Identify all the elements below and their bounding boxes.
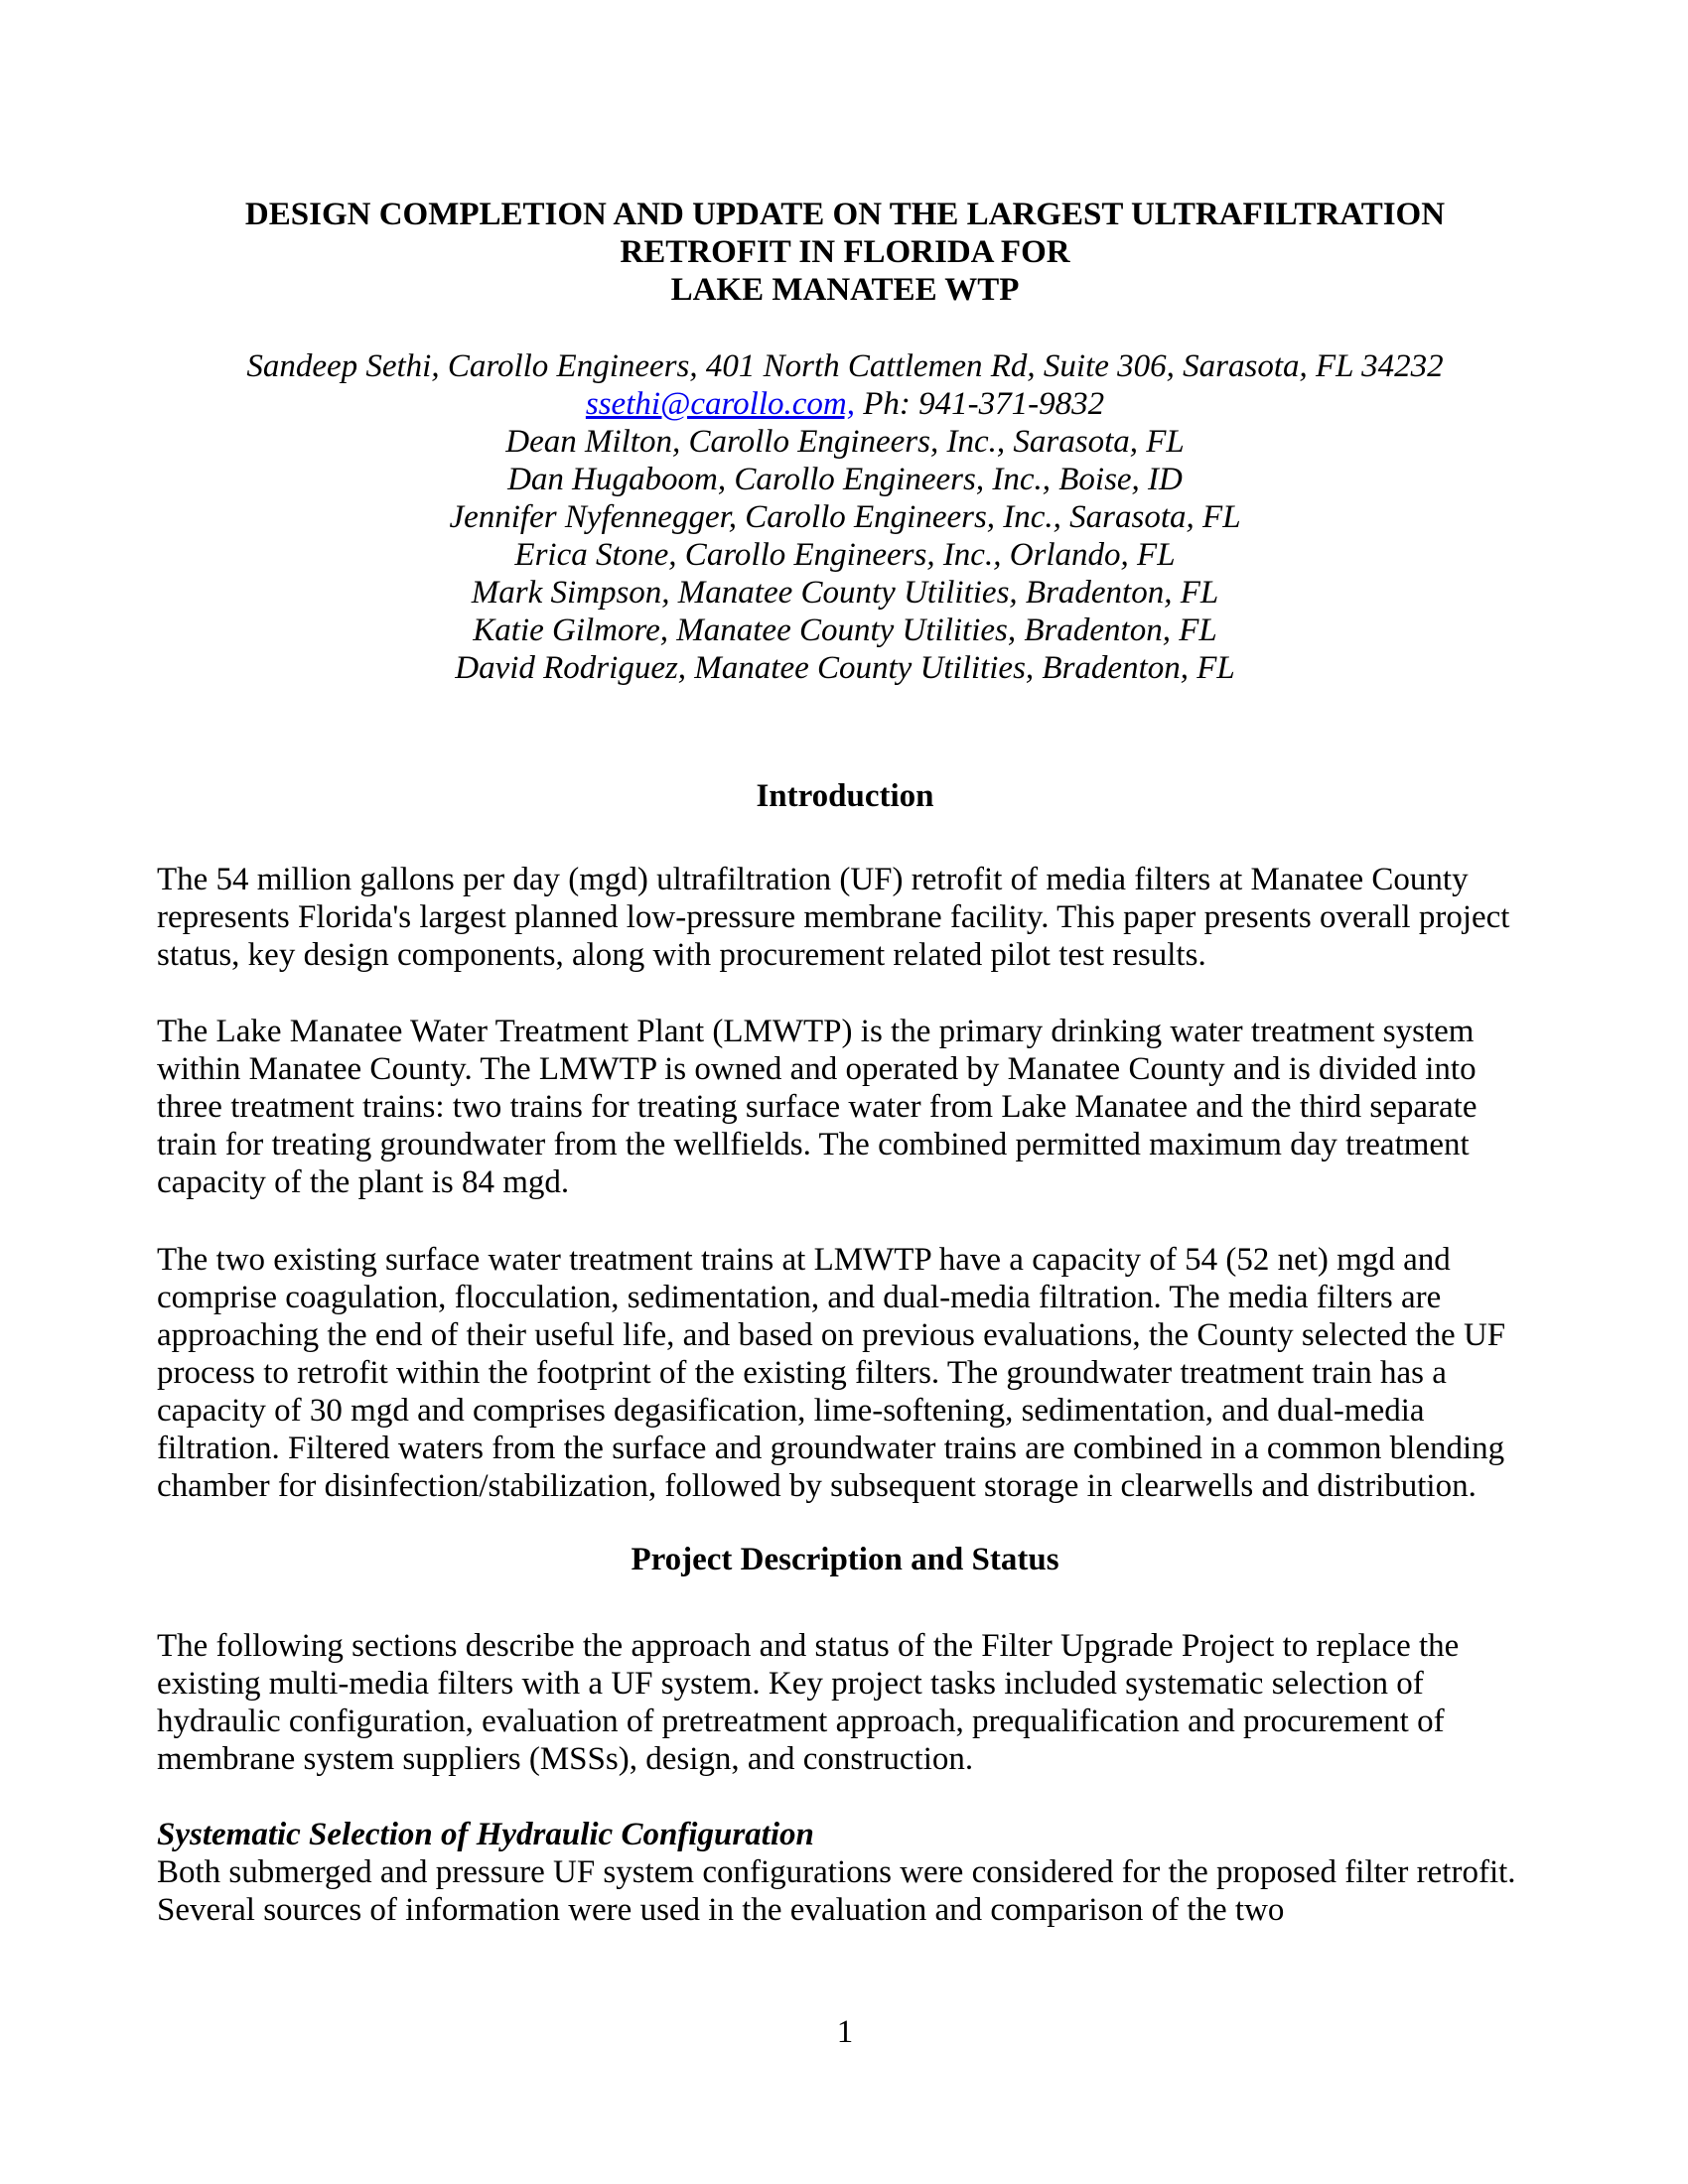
author-line: Mark Simpson, Manatee County Utilities, Bradenton, FL [471,575,1219,611]
email-link[interactable]: ssethi@carollo.com, [585,386,855,422]
paragraph-intro-1: The 54 million gallons per day (mgd) ultrafiltration (UF) retrofit of media filters at Manatee County represents Florida's largest planned low-pressure membrane facility. This paper presents overall project status, key design components, along with procurement related pilot test results. [157,862,1510,973]
author-block [157,347,1533,687]
section-heading-project-description: Project Description and Status [631,1542,1059,1577]
section-heading-introduction: Introduction [756,778,934,814]
paragraph-project-2: Both submerged and pressure UF system configurations were considered for the proposed filter retrofit. Several sources of information were used in the evaluation and comparison of the two [157,1854,1516,1928]
paper-title-line-3: LAKE MANATEE WTP [670,272,1020,308]
author-line: Katie Gilmore, Manatee County Utilities, Bradenton, FL [473,613,1217,648]
paper-title-line-1: DESIGN COMPLETION AND UPDATE ON THE LARGEST ULTRAFILTRATION [244,197,1446,232]
page-number: 1 [836,2014,854,2050]
author-line: Dean Milton, Carollo Engineers, Inc., Sarasota, FL [505,424,1185,460]
author-contact-line [157,385,1533,423]
author-line: Jennifer Nyfennegger, Carollo Engineers, Inc., Sarasota, FL [449,499,1241,535]
paper-title-line-2: RETROFIT IN FLORIDA FOR [620,234,1070,270]
author-line-affiliation: Sandeep Sethi, Carollo Engineers, 401 North Cattlemen Rd, Suite 306, Sarasota, FL 34232 [246,348,1444,384]
subsection-heading-hydraulic-configuration: Systematic Selection of Hydraulic Configuration [157,1817,814,1852]
paragraph-project-1: The following sections describe the approach and status of the Filter Upgrade Project to replace the existing multi-media filters with a UF system. Key project tasks included systematic selection of hydraulic configuration, evaluation of pretreatment approach, prequalification and procurement of membrane system suppliers (MSSs), design, and construction. [157,1628,1460,1777]
paper-title [157,196,1533,309]
author-line: Dan Hugaboom, Carollo Engineers, Inc., Boise, ID [507,462,1183,497]
page-content [157,0,1533,1929]
phone-text: Ph: 941-371-9832 [854,386,1105,422]
author-line: David Rodriguez, Manatee County Utilities, Bradenton, FL [455,650,1235,686]
paragraph-intro-3: The two existing surface water treatment trains at LMWTP have a capacity of 54 (52 net) mgd and comprise coagulation, flocculation, sedimentation, and dual-media filtration. The media filters are approaching the end of their useful life, and based on previous evaluations, the County selected the UF process to retrofit within the footprint of the existing filters. The groundwater treatment train has a capacity of 30 mgd and comprises degasification, lime-softening, sedimentation, and dual-media filtration. Filtered waters from the surface and groundwater trains are combined in a common blending chamber for disinfection/stabilization, followed by subsequent storage in clearwells and distribution. [157,1242,1506,1504]
author-line: Erica Stone, Carollo Engineers, Inc., Orlando, FL [514,537,1176,573]
paragraph-intro-2: The Lake Manatee Water Treatment Plant (LMWTP) is the primary drinking water treatment system within Manatee County. The LMWTP is owned and operated by Manatee County and is divided into three treatment trains: two trains for treating surface water from Lake Manatee and the third separate train for treating groundwater from the wellfields. The combined permitted maximum day treatment capacity of the plant is 84 mgd. [157,1014,1477,1200]
